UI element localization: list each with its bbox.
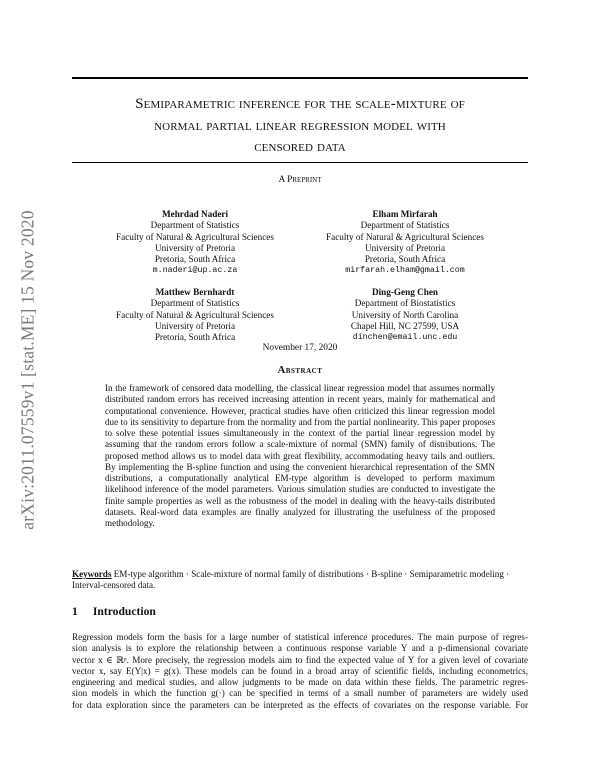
author-faculty: Faculty of Natural & Agricultural Sciences	[326, 231, 484, 242]
author-email[interactable]: dinchen@email.unc.edu	[352, 333, 458, 343]
keywords-label: Keywords	[72, 569, 112, 579]
intro-line: sion analysis is to explore the relationship between a continuous response variable Y and a p-dimensional covariate	[72, 643, 528, 654]
author-name: Ding-Geng Chen	[371, 287, 439, 297]
author-department: Department of Statistics	[150, 220, 240, 231]
arxiv-side-stamp: arXiv:2011.07559v1 [stat.ME] 15 Nov 2020	[17, 210, 38, 530]
author-university: University of Pretoria	[154, 242, 236, 253]
intro-line: for data exploration since the parameters can be interpreted as the effects of covariates on the response variable. For	[72, 699, 528, 710]
keywords-text: EM-type algorithm · Scale-mixture of normal family of distributions · B-spline · Semiparametric modeling · Interval-censored data.	[72, 569, 510, 591]
author-location: Pretoria, South Africa	[154, 254, 236, 265]
title-line: normal partial linear regression model with	[154, 116, 446, 134]
intro-line: Regression models form the basis for a large number of statistical inference procedures. The main purpose of regres-	[72, 632, 528, 642]
abstract-heading: Abstract	[277, 365, 323, 376]
author-faculty: Faculty of Natural & Agricultural Sciences	[116, 231, 274, 242]
title-top-rule	[72, 77, 528, 79]
preprint-label: A Preprint	[278, 175, 322, 185]
author-location: Pretoria, South Africa	[154, 332, 236, 343]
intro-line: sion models in which the function g(·) can be specified in terms of a small number of parameters are widely used	[72, 688, 528, 699]
author-email[interactable]: m.naderi@up.ac.za	[152, 266, 238, 276]
author-email[interactable]: mirfarah.elham@gmail.com	[345, 266, 465, 276]
author-location: Chapel Hill, NC 27599, USA	[350, 320, 460, 331]
author-location: Pretoria, South Africa	[364, 254, 446, 265]
author-name: Mehrdad Naderi	[161, 209, 229, 219]
paper-date: November 17, 2020	[262, 343, 338, 353]
title-line: censored data	[254, 138, 346, 155]
section-number: 1	[72, 605, 78, 618]
author-block	[280, 287, 530, 343]
author-university: University of Pretoria	[154, 320, 236, 331]
author-department: Department of Statistics	[150, 298, 240, 309]
intro-line: vector x ∈ ℝᵖ. More precisely, the regression models aim to find the expected value of Y for a given level of covariate	[72, 654, 528, 665]
introduction-paragraph	[72, 632, 528, 711]
keywords-line	[72, 569, 528, 592]
section-title: Introduction	[92, 605, 156, 618]
author-faculty: Faculty of Natural & Agricultural Sciences	[116, 309, 274, 320]
author-university: University of Pretoria	[364, 242, 446, 253]
author-name: Elham Mirfarah	[372, 209, 438, 219]
section-heading	[72, 605, 156, 618]
title-bottom-rule	[72, 162, 528, 163]
author-department: Department of Biostatistics	[354, 298, 456, 309]
intro-line: engineering and medical studies, and allow judgments to be made on data within these fields. The parametric regres-	[72, 677, 528, 688]
intro-line: vector x, say E(Y|x) = g(x). These models can be found in a broad array of scientific fields, including econometrics,	[72, 665, 528, 676]
abstract-text: In the framework of censored data modelling, the classical linear regression model that assumes normally distributed random errors has received increasing attention in recent years, mainly for mathematical and computational convenience. However, practical studies have often criticized this linear regression model due to its sensitivity to departure from the normality and from the partial nonlinearity. This paper proposes to solve these potential issues simultaneously in the context of the partial linear regression model by assuming that the random errors follow a scale-mixture of normal (SMN) family of distributions. The proposed method allows us to model data with great flexibility, accommodating heavy tails and outliers. By implementing the B-spline function and using the convenient hierarchical representation of the SMN distributions, a computationally analytical EM-type algorithm is developed to perform maximum likelihood inference of the model parameters. Various simulation studies are conducted to investigate the finite sample properties as well as the robustness of the model in dealing with the heavy-tails distributed datasets. Real-word data examples are finally analyzed for illustrating the usefulness of the proposed methodology.	[105, 383, 495, 528]
title-line: Semiparametric inference for the scale-mixture of	[135, 95, 465, 112]
author-university: University of North Carolina	[351, 309, 459, 320]
author-department: Department of Statistics	[360, 220, 450, 231]
paper-title	[72, 93, 528, 158]
author-block	[280, 209, 530, 277]
author-name: Matthew Bernhardt	[155, 287, 235, 297]
